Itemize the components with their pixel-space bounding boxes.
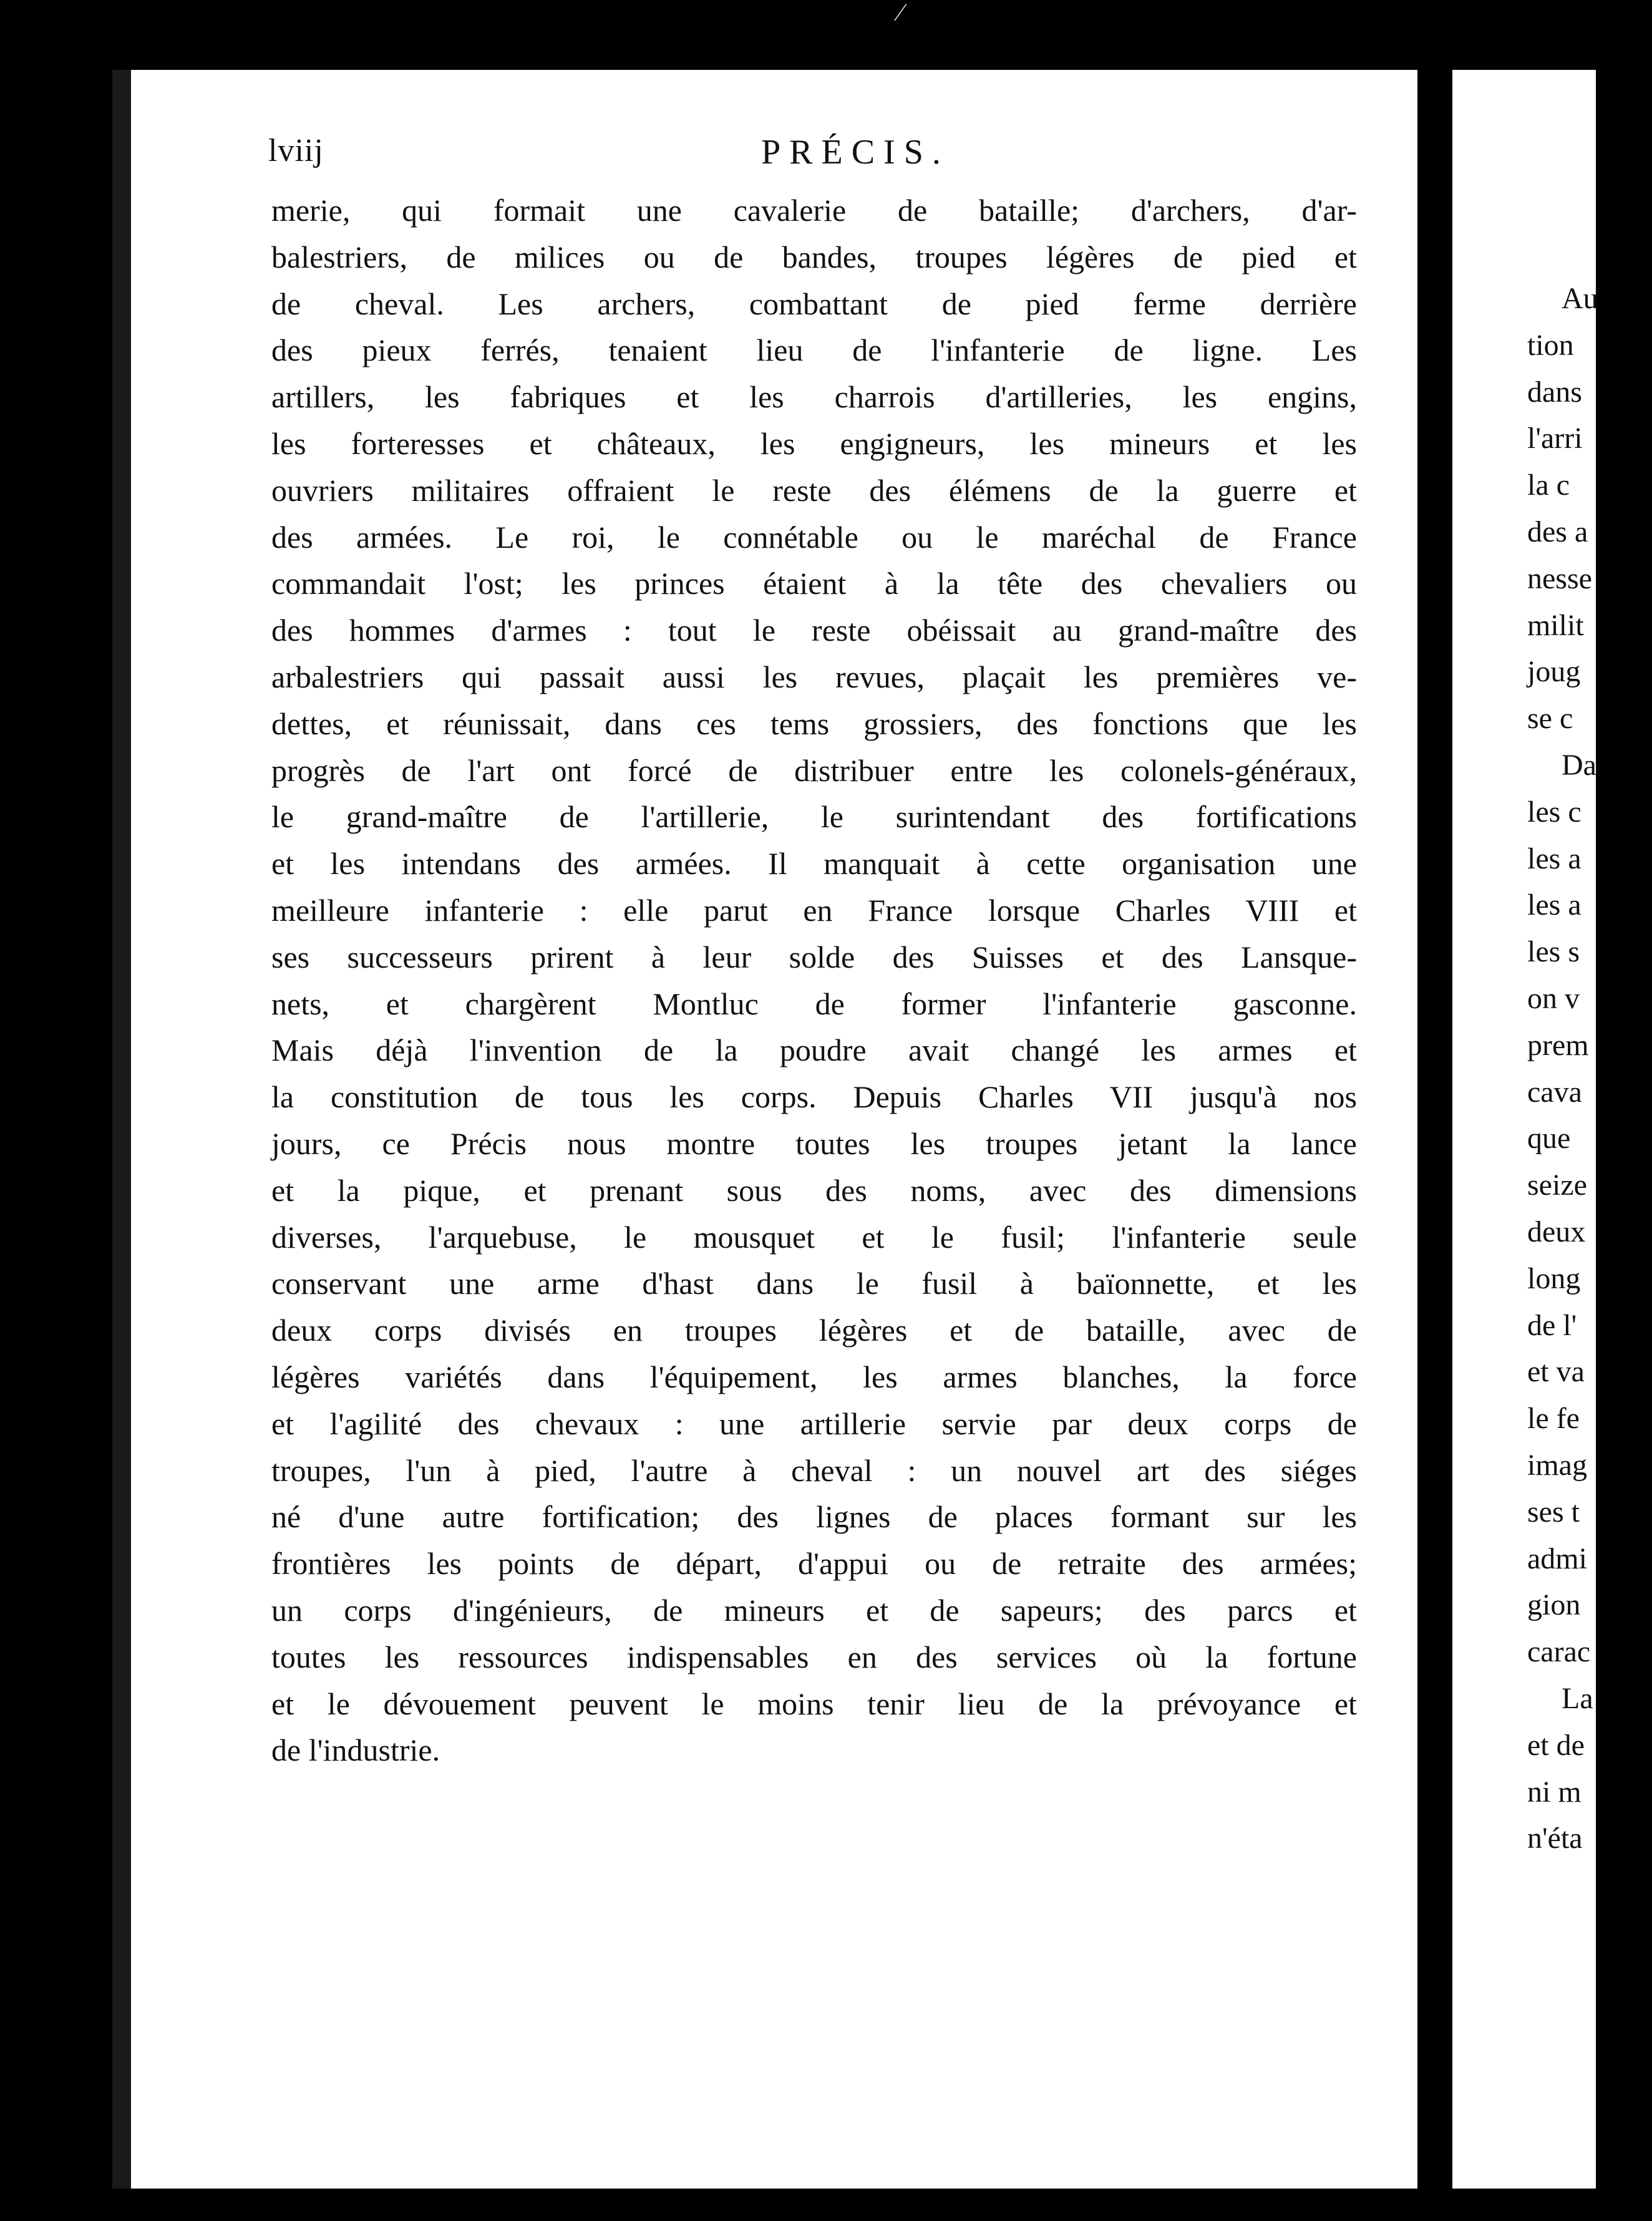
facing-page-line: La xyxy=(1562,1681,1593,1715)
text-line: et la pique, et prenant sous des noms, avec des dimensions xyxy=(271,1172,1357,1208)
facing-page-line: se c xyxy=(1527,702,1573,736)
facing-page-line: les a xyxy=(1527,842,1582,875)
text-line: toutes les ressources indispensables en des services où la fortune xyxy=(271,1639,1357,1674)
facing-page-line: imag xyxy=(1527,1448,1587,1482)
main-text-block xyxy=(271,187,1357,1774)
text-line: de l'industrie. xyxy=(271,1733,440,1768)
text-line: les forteresses et châteaux, les engigneurs, les mineurs et les xyxy=(271,425,1357,461)
text-line: Mais déjà l'invention de la poudre avait changé les armes et xyxy=(271,1033,1357,1068)
text-line: légères variétés dans l'équipement, les armes blanches, la force xyxy=(271,1359,1357,1394)
facing-page-line: Da xyxy=(1562,748,1596,782)
text-line: diverses, l'arquebuse, le mousquet et le fusil; l'infanterie seule xyxy=(271,1219,1357,1255)
running-head: PRÉCIS. xyxy=(761,133,950,172)
text-line: ouvriers militaires offraient le reste des élémens de la guerre et xyxy=(271,472,1357,508)
page-number: lviij xyxy=(268,133,324,168)
text-line: jours, ce Précis nous montre toutes les troupes jetant la lance xyxy=(271,1125,1357,1161)
facing-page-line: les c xyxy=(1527,795,1582,829)
text-line: troupes, l'un à pied, l'autre à cheval : un nouvel art des siéges xyxy=(271,1452,1357,1488)
text-line: conservant une arme d'hast dans le fusil à baïonnette, et les xyxy=(271,1266,1357,1301)
text-line: la constitution de tous les corps. Depuis Charles VII jusqu'à nos xyxy=(271,1079,1357,1115)
facing-page-line: deux xyxy=(1527,1215,1586,1248)
facing-page-line: des a xyxy=(1527,515,1588,548)
facing-page-line: nesse xyxy=(1527,561,1592,595)
facing-page-line: tion xyxy=(1527,328,1574,362)
book-spine xyxy=(1417,69,1452,2190)
facing-page-line: de l' xyxy=(1527,1308,1577,1342)
text-line: des pieux ferrés, tenaient lieu de l'infanterie de ligne. Les xyxy=(271,333,1357,368)
facing-page-line: les s xyxy=(1527,935,1580,969)
facing-page-line: long xyxy=(1527,1261,1581,1295)
facing-page-line: Au xyxy=(1562,282,1598,315)
text-line: merie, qui formait une cavalerie de bataille; d'archers, d'ar- xyxy=(271,193,1357,228)
text-line: deux corps divisés en troupes légères et de bataille, avec de xyxy=(271,1313,1357,1348)
facing-page-line: la c xyxy=(1527,469,1570,502)
facing-page-line: que xyxy=(1527,1122,1571,1155)
text-line: le grand-maître de l'artillerie, le surintendant des fortifications xyxy=(271,799,1357,835)
text-line: commandait l'ost; les princes étaient à la tête des chevaliers ou xyxy=(271,566,1357,601)
facing-page-line: milit xyxy=(1527,608,1584,642)
text-line: balestriers, de milices ou de bandes, troupes légères de pied et xyxy=(271,239,1357,275)
text-line: des hommes d'armes : tout le reste obéissait au grand-maître des xyxy=(271,613,1357,648)
facing-page-line: cava xyxy=(1527,1075,1582,1109)
text-line: un corps d'ingénieurs, de mineurs et de sapeurs; des parcs et xyxy=(271,1592,1357,1628)
text-line: né d'une autre fortification; des lignes de places formant sur les xyxy=(271,1499,1357,1535)
facing-page-line: ses t xyxy=(1527,1495,1580,1528)
text-line: artillers, les fabriques et les charrois d'artilleries, les engins, xyxy=(271,379,1357,415)
facing-page-line: les a xyxy=(1527,888,1582,922)
facing-page-line: et va xyxy=(1527,1355,1585,1389)
text-line: et les intendans des armées. Il manquait à cette organisation une xyxy=(271,846,1357,882)
facing-page-line: et de xyxy=(1527,1728,1585,1762)
scan-mark: ⁄ xyxy=(898,0,903,26)
text-line: et le dévouement peuvent le moins tenir lieu de la prévoyance et xyxy=(271,1686,1357,1721)
facing-page-line: gion xyxy=(1527,1588,1581,1622)
facing-page-text xyxy=(1527,276,1652,1862)
facing-page-line: dans xyxy=(1527,375,1582,409)
text-line: arbalestriers qui passait aussi les revues, plaçait les premières ve- xyxy=(271,659,1357,694)
facing-page xyxy=(1452,70,1596,2189)
text-line: ses successeurs prirent à leur solde des Suisses et des Lansque- xyxy=(271,939,1357,974)
text-line: nets, et chargèrent Montluc de former l'infanterie gasconne. xyxy=(271,986,1357,1021)
facing-page-line: carac xyxy=(1527,1635,1591,1669)
facing-page-line: admi xyxy=(1527,1542,1587,1575)
text-line: frontières les points de départ, d'appui ou de retraite des armées; xyxy=(271,1546,1357,1582)
facing-page-line: joug xyxy=(1527,655,1581,689)
facing-page-speck xyxy=(1477,1817,1486,1823)
text-line: dettes, et réunissait, dans ces tems grossiers, des fonctions que les xyxy=(271,706,1357,741)
facing-page-line: ni m xyxy=(1527,1775,1582,1809)
text-line: et l'agilité des chevaux : une artillerie servie par deux corps de xyxy=(271,1406,1357,1441)
facing-page-line: le fe xyxy=(1527,1402,1580,1436)
text-line: meilleure infanterie : elle parut en France lorsque Charles VIII et xyxy=(271,892,1357,928)
text-line: progrès de l'art ont forcé de distribuer entre les colonels-généraux, xyxy=(271,752,1357,788)
facing-page-line: prem xyxy=(1527,1028,1589,1062)
facing-page-line: seize xyxy=(1527,1169,1587,1202)
facing-page-line: on v xyxy=(1527,981,1580,1015)
text-line: de cheval. Les archers, combattant de pied ferme derrière xyxy=(271,286,1357,321)
facing-page-line: l'arri xyxy=(1527,422,1583,455)
text-line: des armées. Le roi, le connétable ou le maréchal de France xyxy=(271,519,1357,555)
facing-page-line: n'éta xyxy=(1527,1822,1583,1855)
